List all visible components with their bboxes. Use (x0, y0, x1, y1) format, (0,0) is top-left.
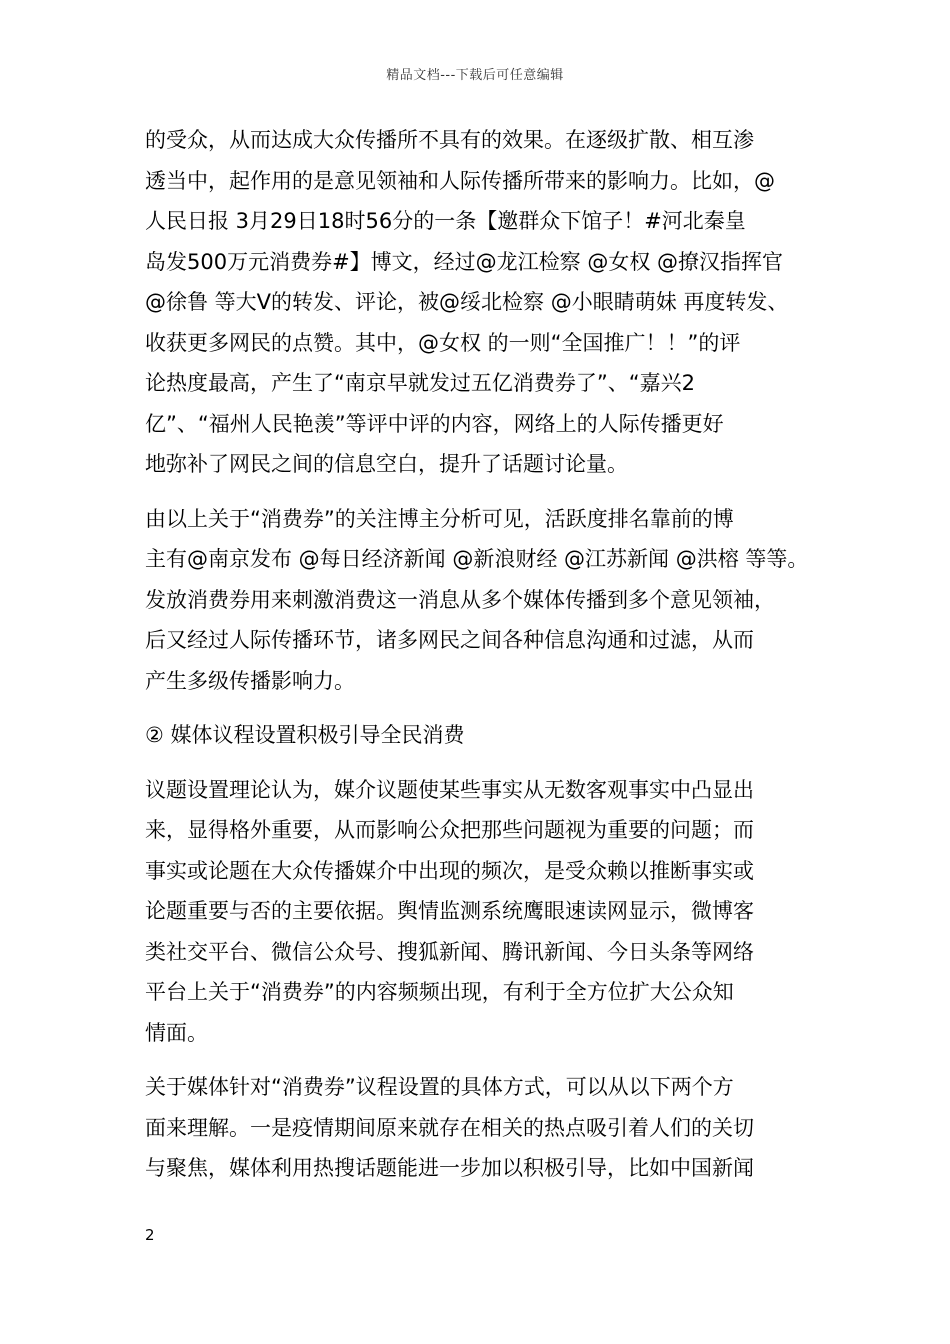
page-header: 精品文档---下载后可任意编辑 (386, 68, 564, 83)
text-line: 类社交平台、微信公众号、搜狐新闻、腾讯新闻、今日头条等网络 (145, 939, 754, 964)
text-line: 主有@南京发布 @每日经济新闻 @新浪财经 @江苏新闻 @洪榕 等等。 (145, 547, 809, 571)
text-line: 亿”、“福州人民艳羡”等评中评的内容，网络上的人际传播更好 (145, 411, 724, 436)
paragraph-media-methods (145, 1067, 805, 1189)
text-line: 论热度最高，产生了“南京早就发过五亿消费券了”、“嘉兴2 (145, 371, 695, 395)
text-line: 情面。 (145, 1020, 208, 1045)
text-line: 议题设置理论认为，媒介议题使某些事实从无数客观事实中凸显出 (145, 777, 754, 802)
paragraph-agenda-setting (145, 770, 805, 1054)
text-line: 透当中，起作用的是意见领袖和人际传播所带来的影响力。比如，@ (145, 168, 775, 193)
text-line: 地弥补了网民之间的信息空白，提升了话题讨论量。 (145, 452, 628, 476)
paragraph-opinion-leaders (145, 120, 805, 485)
text-line: 发放消费券用来刺激消费这一消息从多个媒体传播到多个意见领袖， (145, 587, 775, 612)
text-line: 的受众，从而达成大众传播所不具有的效果。在逐级扩散、相互渗 (145, 128, 754, 152)
text-line: 来，显得格外重要，从而影响公众把那些问题视为重要的问题；而 (145, 818, 754, 842)
text-line: 人民日报 3月29日18时56分的一条【邀群众下馆子！#河北秦皇 (145, 209, 746, 233)
page-number: 2 (145, 1226, 155, 1244)
text-line: 面来理解。一是疫情期间原来就存在相关的热点吸引着人们的关切 (145, 1115, 754, 1140)
text-line: 后又经过人际传播环节，诸多网民之间各种信息沟通和过滤，从而 (145, 628, 754, 652)
text-line: 产生多级传播影响力。 (145, 668, 355, 693)
text-line: 平台上关于“消费券”的内容频频出现，有利于全方位扩大公众知 (145, 980, 734, 1004)
paragraph-bloggers-analysis (145, 499, 809, 702)
section-heading: ② 媒体议程设置积极引导全民消费 (145, 723, 465, 747)
text-line: 论题重要与否的主要依据。舆情监测系统鹰眼速读网显示，微博客 (145, 899, 754, 923)
text-line: 由以上关于“消费券”的关注博主分析可见，活跃度排名靠前的博 (145, 506, 734, 531)
document-body (145, 120, 809, 1203)
text-line: 关于媒体针对“消费券”议程设置的具体方式，可以从以下两个方 (145, 1075, 734, 1099)
text-line: 收获更多网民的点赞。其中，@女权 的一则“全国推广！！”的评 (145, 330, 741, 355)
text-line: 与聚焦，媒体利用热搜话题能进一步加以积极引导，比如中国新闻 (145, 1156, 754, 1180)
text-line: 事实或论题在大众传播媒介中出现的频次，是受众赖以推断事实或 (145, 858, 754, 883)
text-line: 岛发500万元消费券#】博文，经过@龙江检察 @女权 @撩汉指挥官 (145, 249, 784, 274)
text-line: @徐鲁 等大V的转发、评论，被@绥北检察 @小眼睛萌妹 再度转发、 (145, 290, 789, 314)
